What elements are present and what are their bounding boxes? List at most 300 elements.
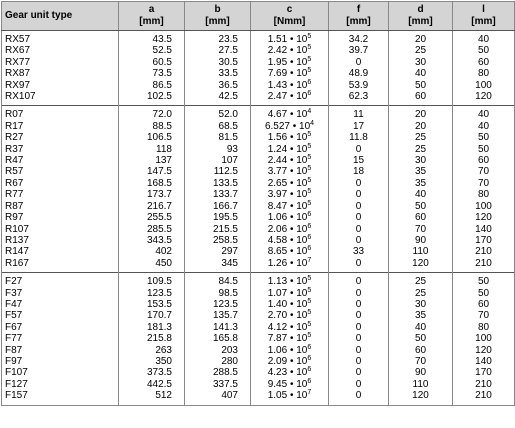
cell-col-d: 40	[389, 189, 453, 200]
cell-col-c	[251, 68, 329, 79]
cell-col-c-exponent: 6	[307, 343, 312, 351]
cell-col-d: 40	[389, 68, 453, 79]
cell-col-a: 109.5	[119, 273, 185, 288]
cell-col-l: 50	[453, 144, 515, 155]
cell-col-c-mantissa: 1.07 • 10	[267, 287, 308, 299]
cell-gear-unit-type: R27	[2, 132, 119, 143]
cell-gear-unit-type: R17	[2, 121, 119, 132]
cell-col-d: 120	[389, 258, 453, 273]
cell-col-b: 52.0	[185, 106, 251, 121]
header-l	[453, 2, 515, 31]
table-row	[2, 178, 515, 189]
cell-col-l: 100	[453, 80, 515, 91]
cell-col-l: 170	[453, 367, 515, 378]
table-row	[2, 258, 515, 273]
table-row	[2, 246, 515, 257]
cell-col-c	[251, 390, 329, 405]
header-letter: c	[286, 4, 293, 15]
cell-col-d: 35	[389, 178, 453, 189]
cell-gear-unit-type: R57	[2, 166, 119, 177]
cell-col-b: 345	[185, 258, 251, 273]
cell-col-c-mantissa: 1.56 • 10	[267, 132, 308, 144]
cell-col-d: 110	[389, 379, 453, 390]
cell-col-c	[251, 367, 329, 378]
cell-col-l: 210	[453, 246, 515, 257]
cell-col-c	[251, 310, 329, 321]
cell-col-c-exponent: 5	[307, 131, 312, 139]
cell-col-c-exponent: 5	[307, 286, 312, 294]
cell-col-d: 25	[389, 144, 453, 155]
header-unit: [mm]	[408, 16, 433, 27]
cell-col-f: 0	[329, 235, 389, 246]
cell-col-c-mantissa: 1.05 • 10	[267, 390, 308, 402]
cell-col-c-mantissa: 9.45 • 10	[267, 378, 308, 390]
cell-gear-unit-type: F97	[2, 356, 119, 367]
table-row	[2, 155, 515, 166]
cell-col-f: 48.9	[329, 68, 389, 79]
header-unit: [mm]	[346, 16, 371, 27]
cell-col-l: 140	[453, 224, 515, 235]
cell-col-f: 62.3	[329, 91, 389, 106]
cell-gear-unit-type: F27	[2, 273, 119, 288]
table-row	[2, 333, 515, 344]
cell-col-l: 120	[453, 91, 515, 106]
cell-col-d: 60	[389, 91, 453, 106]
cell-col-c-mantissa: 2.47 • 10	[267, 91, 308, 103]
cell-col-c-exponent: 5	[307, 332, 312, 340]
cell-col-c-exponent: 6	[307, 377, 312, 385]
cell-col-a: 123.5	[119, 288, 185, 299]
cell-col-d: 110	[389, 246, 453, 257]
cell-col-f: 0	[329, 310, 389, 321]
cell-col-l: 80	[453, 322, 515, 333]
table-row	[2, 299, 515, 310]
cell-gear-unit-type: R77	[2, 189, 119, 200]
cell-col-c-mantissa: 8.47 • 10	[267, 200, 308, 212]
cell-col-b: 258.5	[185, 235, 251, 246]
cell-col-c	[251, 345, 329, 356]
cell-gear-unit-type: R37	[2, 144, 119, 155]
cell-col-f: 0	[329, 356, 389, 367]
cell-gear-unit-type: R67	[2, 178, 119, 189]
table-row	[2, 132, 515, 143]
cell-gear-unit-type: R87	[2, 201, 119, 212]
cell-col-c	[251, 273, 329, 288]
cell-col-b: 166.7	[185, 201, 251, 212]
table-row	[2, 379, 515, 390]
cell-col-c-exponent: 5	[307, 309, 312, 317]
header-unit: [mm]	[205, 16, 230, 27]
table-row	[2, 367, 515, 378]
cell-col-d: 70	[389, 224, 453, 235]
cell-col-f: 0	[329, 390, 389, 405]
cell-col-f: 17	[329, 121, 389, 132]
cell-col-c-exponent: 5	[307, 55, 312, 63]
cell-col-a: 216.7	[119, 201, 185, 212]
table-row	[2, 212, 515, 223]
cell-col-c-exponent: 4	[310, 119, 315, 127]
cell-gear-unit-type: F47	[2, 299, 119, 310]
cell-col-c-mantissa: 2.42 • 10	[267, 45, 308, 57]
header-unit: [Nmm]	[273, 16, 306, 27]
cell-gear-unit-type: R97	[2, 212, 119, 223]
cell-col-a: 263	[119, 345, 185, 356]
table-row	[2, 121, 515, 132]
cell-col-a: 450	[119, 258, 185, 273]
cell-col-c-mantissa: 4.23 • 10	[267, 367, 308, 379]
cell-col-c-exponent: 4	[307, 108, 312, 116]
cell-col-c-exponent: 5	[307, 33, 312, 40]
cell-gear-unit-type: R47	[2, 155, 119, 166]
cell-col-c-mantissa: 7.87 • 10	[267, 333, 308, 345]
cell-gear-unit-type: F127	[2, 379, 119, 390]
cell-col-l: 50	[453, 45, 515, 56]
cell-col-b: 135.7	[185, 310, 251, 321]
table-row	[2, 288, 515, 299]
cell-col-c-exponent: 5	[307, 44, 312, 52]
cell-col-c	[251, 45, 329, 56]
cell-gear-unit-type: F107	[2, 367, 119, 378]
cell-col-c	[251, 333, 329, 344]
cell-col-f: 0	[329, 201, 389, 212]
table-body	[2, 31, 515, 406]
cell-gear-unit-type: RX57	[2, 31, 119, 46]
cell-col-d: 30	[389, 57, 453, 68]
cell-col-b: 36.5	[185, 80, 251, 91]
cell-col-a: 60.5	[119, 57, 185, 68]
cell-col-l: 210	[453, 258, 515, 273]
cell-col-d: 50	[389, 333, 453, 344]
cell-col-b: 133.5	[185, 178, 251, 189]
cell-gear-unit-type: R137	[2, 235, 119, 246]
table-row	[2, 224, 515, 235]
cell-col-c-mantissa: 8.65 • 10	[267, 246, 308, 258]
cell-col-b: 141.3	[185, 322, 251, 333]
cell-col-a: 402	[119, 246, 185, 257]
cell-col-a: 43.5	[119, 31, 185, 46]
cell-col-c-exponent: 5	[307, 165, 312, 173]
table-row	[2, 390, 515, 405]
cell-col-c-exponent: 5	[307, 176, 312, 184]
cell-col-c-exponent: 5	[307, 188, 312, 196]
table-row	[2, 356, 515, 367]
header-row	[2, 2, 515, 31]
cell-col-l: 40	[453, 106, 515, 121]
table-row	[2, 91, 515, 106]
cell-col-f: 0	[329, 333, 389, 344]
cell-col-c-exponent: 7	[307, 256, 312, 264]
cell-gear-unit-type: F157	[2, 390, 119, 405]
cell-col-d: 70	[389, 356, 453, 367]
cell-col-f: 0	[329, 189, 389, 200]
cell-gear-unit-type: F87	[2, 345, 119, 356]
cell-col-c-exponent: 5	[307, 154, 312, 162]
cell-col-a: 118	[119, 144, 185, 155]
cell-col-b: 112.5	[185, 166, 251, 177]
table-header	[2, 2, 515, 31]
cell-col-c-exponent: 6	[307, 245, 312, 253]
cell-col-c-exponent: 6	[307, 90, 312, 98]
table-row	[2, 310, 515, 321]
cell-col-l: 100	[453, 333, 515, 344]
cell-col-b: 123.5	[185, 299, 251, 310]
cell-col-a: 373.5	[119, 367, 185, 378]
cell-col-l: 50	[453, 288, 515, 299]
cell-gear-unit-type: R07	[2, 106, 119, 121]
cell-col-b: 93	[185, 144, 251, 155]
header-f	[329, 2, 389, 31]
cell-col-f: 0	[329, 273, 389, 288]
cell-col-c	[251, 31, 329, 46]
cell-col-c-mantissa: 1.06 • 10	[267, 344, 308, 356]
cell-col-f: 0	[329, 144, 389, 155]
cell-col-c-mantissa: 1.43 • 10	[267, 79, 308, 91]
cell-col-c-mantissa: 2.09 • 10	[267, 355, 308, 367]
cell-col-b: 84.5	[185, 273, 251, 288]
cell-col-f: 0	[329, 345, 389, 356]
header-letter: l	[482, 4, 485, 15]
cell-col-c-mantissa: 2.44 • 10	[267, 155, 308, 167]
cell-col-b: 133.7	[185, 189, 251, 200]
cell-col-l: 60	[453, 57, 515, 68]
cell-col-c-exponent: 6	[307, 354, 312, 362]
cell-col-f: 0	[329, 379, 389, 390]
cell-col-f: 0	[329, 258, 389, 273]
cell-col-a: 72.0	[119, 106, 185, 121]
cell-col-c	[251, 322, 329, 333]
cell-col-c-mantissa: 1.40 • 10	[267, 298, 308, 310]
cell-col-c	[251, 166, 329, 177]
cell-col-b: 98.5	[185, 288, 251, 299]
cell-col-l: 80	[453, 189, 515, 200]
cell-gear-unit-type: RX107	[2, 91, 119, 106]
cell-col-d: 25	[389, 273, 453, 288]
cell-col-l: 210	[453, 379, 515, 390]
cell-col-l: 210	[453, 390, 515, 405]
cell-col-c-exponent: 5	[307, 67, 312, 75]
cell-col-f: 18	[329, 166, 389, 177]
cell-col-c	[251, 201, 329, 212]
header-b	[185, 2, 251, 31]
cell-col-c-exponent: 5	[307, 199, 312, 207]
cell-col-b: 30.5	[185, 57, 251, 68]
cell-col-c-mantissa: 3.97 • 10	[267, 189, 308, 201]
cell-col-c-mantissa: 1.95 • 10	[267, 56, 308, 68]
cell-col-c-mantissa: 1.26 • 10	[267, 257, 308, 269]
cell-col-c	[251, 91, 329, 106]
header-c	[251, 2, 329, 31]
cell-gear-unit-type: RX77	[2, 57, 119, 68]
cell-col-d: 120	[389, 390, 453, 405]
cell-col-c	[251, 299, 329, 310]
cell-col-c	[251, 132, 329, 143]
cell-col-c-mantissa: 4.67 • 10	[267, 109, 308, 121]
cell-col-a: 102.5	[119, 91, 185, 106]
cell-col-c	[251, 80, 329, 91]
cell-col-a: 88.5	[119, 121, 185, 132]
cell-col-c-mantissa: 2.70 • 10	[267, 310, 308, 322]
cell-col-c-mantissa: 2.65 • 10	[267, 177, 308, 189]
cell-col-l: 70	[453, 310, 515, 321]
cell-col-d: 20	[389, 121, 453, 132]
cell-col-c-exponent: 5	[307, 320, 312, 328]
cell-col-c	[251, 379, 329, 390]
header-d	[389, 2, 453, 31]
cell-col-f: 0	[329, 57, 389, 68]
cell-col-b: 23.5	[185, 31, 251, 46]
cell-col-a: 168.5	[119, 178, 185, 189]
cell-col-f: 0	[329, 322, 389, 333]
cell-col-c-mantissa: 3.77 • 10	[267, 166, 308, 178]
cell-col-l: 50	[453, 273, 515, 288]
cell-col-a: 215.8	[119, 333, 185, 344]
cell-col-b: 337.5	[185, 379, 251, 390]
cell-col-f: 0	[329, 178, 389, 189]
table-row	[2, 80, 515, 91]
cell-col-c	[251, 106, 329, 121]
cell-col-f: 15	[329, 155, 389, 166]
cell-col-l: 120	[453, 345, 515, 356]
table-row	[2, 166, 515, 177]
cell-gear-unit-type: F57	[2, 310, 119, 321]
cell-col-c	[251, 144, 329, 155]
header-letter: d	[417, 4, 424, 15]
cell-col-d: 25	[389, 45, 453, 56]
cell-col-f: 0	[329, 212, 389, 223]
cell-col-c-exponent: 6	[307, 366, 312, 374]
cell-col-c-mantissa: 1.13 • 10	[267, 276, 308, 288]
cell-col-b: 81.5	[185, 132, 251, 143]
cell-col-d: 60	[389, 212, 453, 223]
cell-col-d: 20	[389, 31, 453, 46]
table-row	[2, 189, 515, 200]
header-unit: [mm]	[471, 16, 496, 27]
cell-col-d: 20	[389, 106, 453, 121]
table-row	[2, 235, 515, 246]
cell-gear-unit-type: R167	[2, 258, 119, 273]
cell-col-c-mantissa: 7.69 • 10	[267, 68, 308, 80]
cell-col-b: 68.5	[185, 121, 251, 132]
cell-col-f: 11	[329, 106, 389, 121]
cell-col-a: 181.3	[119, 322, 185, 333]
cell-col-d: 35	[389, 166, 453, 177]
cell-col-d: 50	[389, 80, 453, 91]
cell-col-b: 27.5	[185, 45, 251, 56]
cell-col-f: 34.2	[329, 31, 389, 46]
cell-col-d: 90	[389, 235, 453, 246]
cell-col-c-exponent: 5	[307, 142, 312, 150]
cell-col-c-exponent: 5	[307, 297, 312, 305]
cell-col-c	[251, 57, 329, 68]
cell-col-d: 35	[389, 310, 453, 321]
cell-col-a: 106.5	[119, 132, 185, 143]
cell-col-l: 100	[453, 201, 515, 212]
cell-col-c	[251, 235, 329, 246]
cell-col-c-mantissa: 4.58 • 10	[267, 234, 308, 246]
cell-col-b: 203	[185, 345, 251, 356]
cell-gear-unit-type: RX87	[2, 68, 119, 79]
cell-col-d: 50	[389, 201, 453, 212]
cell-col-b: 42.5	[185, 91, 251, 106]
cell-col-a: 285.5	[119, 224, 185, 235]
cell-col-b: 107	[185, 155, 251, 166]
cell-col-l: 60	[453, 155, 515, 166]
cell-col-a: 442.5	[119, 379, 185, 390]
cell-col-c	[251, 121, 329, 132]
cell-col-a: 512	[119, 390, 185, 405]
cell-col-c-exponent: 6	[307, 222, 312, 230]
cell-col-c	[251, 356, 329, 367]
cell-col-f: 0	[329, 288, 389, 299]
cell-col-b: 280	[185, 356, 251, 367]
cell-col-b: 195.5	[185, 212, 251, 223]
cell-col-l: 50	[453, 132, 515, 143]
cell-gear-unit-type: F37	[2, 288, 119, 299]
cell-col-a: 173.7	[119, 189, 185, 200]
cell-col-d: 60	[389, 345, 453, 356]
table-row	[2, 31, 515, 46]
cell-col-c	[251, 155, 329, 166]
cell-col-c-mantissa: 6.527 • 10	[264, 120, 311, 132]
cell-col-a: 350	[119, 356, 185, 367]
cell-col-b: 288.5	[185, 367, 251, 378]
cell-col-f: 39.7	[329, 45, 389, 56]
table-row	[2, 68, 515, 79]
cell-col-c-mantissa: 2.06 • 10	[267, 223, 308, 235]
cell-col-c-exponent: 6	[307, 78, 312, 86]
cell-col-d: 40	[389, 322, 453, 333]
cell-col-f: 0	[329, 224, 389, 235]
cell-col-l: 40	[453, 31, 515, 46]
gear-unit-table	[1, 1, 515, 406]
cell-col-c-mantissa: 1.51 • 10	[267, 34, 308, 45]
table-row	[2, 345, 515, 356]
cell-col-l: 120	[453, 212, 515, 223]
table-row	[2, 57, 515, 68]
cell-col-a: 137	[119, 155, 185, 166]
cell-col-c	[251, 178, 329, 189]
cell-col-l: 40	[453, 121, 515, 132]
table-row	[2, 273, 515, 288]
cell-col-f: 0	[329, 367, 389, 378]
cell-col-b: 407	[185, 390, 251, 405]
cell-gear-unit-type: R147	[2, 246, 119, 257]
cell-col-d: 90	[389, 367, 453, 378]
cell-gear-unit-type: RX67	[2, 45, 119, 56]
cell-col-b: 33.5	[185, 68, 251, 79]
cell-col-c-mantissa: 1.24 • 10	[267, 143, 308, 155]
table-row	[2, 106, 515, 121]
cell-col-f: 53.9	[329, 80, 389, 91]
cell-col-a: 147.5	[119, 166, 185, 177]
header-unit: [mm]	[139, 16, 164, 27]
cell-col-c	[251, 224, 329, 235]
cell-col-d: 25	[389, 132, 453, 143]
cell-col-c	[251, 288, 329, 299]
cell-col-b: 165.8	[185, 333, 251, 344]
cell-col-b: 297	[185, 246, 251, 257]
cell-col-l: 70	[453, 178, 515, 189]
cell-col-l: 60	[453, 299, 515, 310]
cell-col-c-exponent: 7	[307, 389, 312, 397]
cell-col-l: 170	[453, 235, 515, 246]
cell-col-c	[251, 212, 329, 223]
cell-col-a: 170.7	[119, 310, 185, 321]
cell-col-d: 30	[389, 299, 453, 310]
cell-col-f: 33	[329, 246, 389, 257]
header-letter: a	[148, 4, 155, 15]
table-row	[2, 201, 515, 212]
